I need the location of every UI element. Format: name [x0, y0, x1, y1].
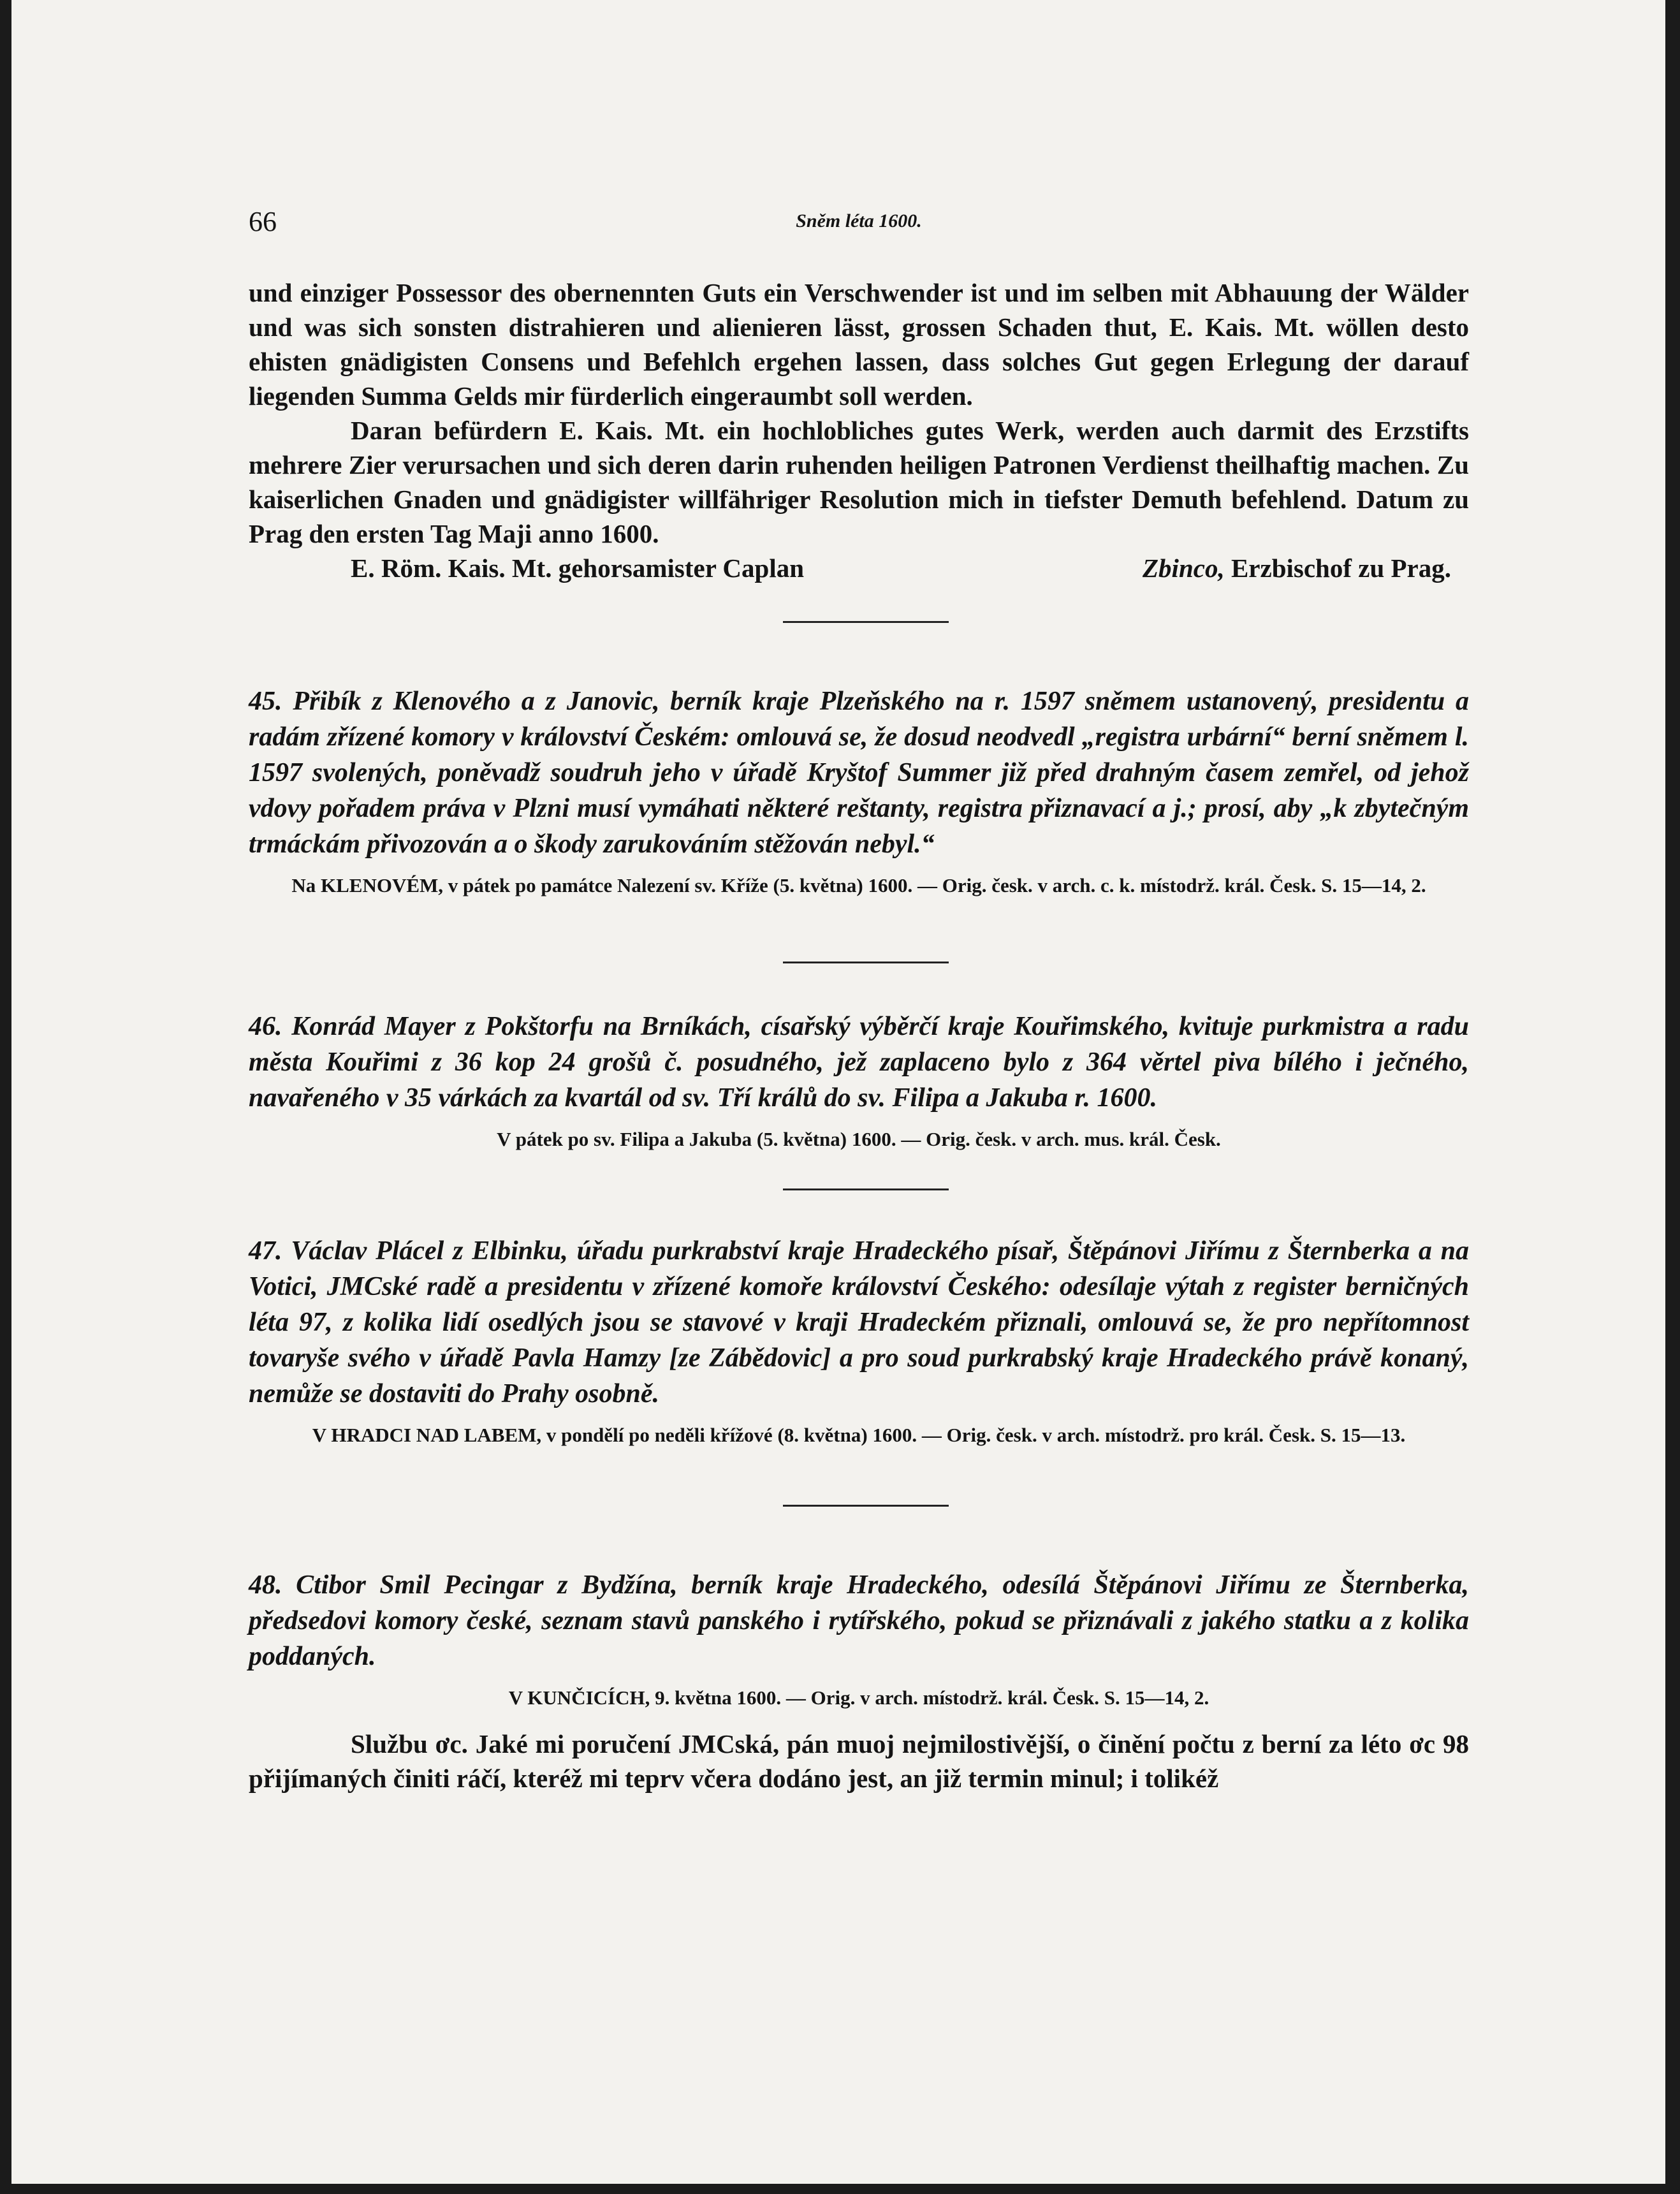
- letter-continuation: [249, 275, 1469, 585]
- entry-48: [249, 1567, 1469, 1795]
- entry-source: V KUNČICÍCH, 9. května 1600. — Orig. v arch. místodrž. král. Česk. S. 15—14, 2.: [508, 1686, 1209, 1709]
- letter-paragraph: und einziger Possessor des obernennten Guts ein Verschwender ist und im selben mit Abhauung der Wälder und was sich sonsten distrahieren und alienieren lässt, grossen Schaden thut, E. Kais. Mt. wöllen desto ehisten gnädigisten Consens und Befehlch ergehen lassen, dass solches Gut gegen Erlegung der darauf liegenden Summa Gelds mir fürderlich eingeraumbt soll werden.: [249, 278, 1469, 411]
- section-divider: [783, 1505, 949, 1507]
- signature-name: Zbinco,: [1143, 553, 1225, 583]
- entry-source: Na KLENOVÉM, v pátek po památce Nalezení sv. Kříže (5. května) 1600. — Orig. česk. v arch. c. k. místodrž. král. Česk. S. 15—14, 2.: [291, 874, 1426, 896]
- running-title: Sněm léta 1600.: [796, 210, 922, 231]
- page-number: 66: [249, 206, 277, 237]
- entry-summary: Ctibor Smil Pecingar z Bydžína, berník kraje Hradeckého, odesílá Štěpánovi Jiřímu ze Šternberka, předsedovi komory české, seznam stavů panského i rytířského, pokud se přiznávali z jakého statku a z kolika poddaných.: [249, 1570, 1470, 1671]
- entry-summary: Václav Plácel z Elbinku, úřadu purkrabství kraje Hradeckého písař, Štěpánovi Jiřímu z Šternberka a na Votici, JMCské radě a presidentu v zřízené komoře království Českého: odesílaje výtah z register berničných léta 97, z kolika lidí osedlých jsou se stavové v kraji Hradeckém přiznali, omlouvá se, že pro nepřítomnost tovaryše svého v úřadě Pavla Hamzy [ze Zábědovic] a pro soud purkrabský kraje Hradeckého právě konaný, nemůže se dostaviti do Prahy osobně.: [249, 1236, 1470, 1408]
- signature-title: Erzbischof zu Prag.: [1224, 553, 1451, 583]
- document-page: [11, 0, 1665, 2184]
- entry-number: 48.: [249, 1570, 282, 1600]
- section-divider: [783, 962, 949, 963]
- entry-regest: [249, 1009, 1469, 1116]
- running-header: [249, 205, 1469, 244]
- signature-right: [1143, 551, 1451, 585]
- entry-source: V pátek po sv. Filipa a Jakuba (5. května) 1600. — Orig. česk. v arch. mus. král. Česk.: [497, 1128, 1221, 1150]
- entry-number: 47.: [249, 1236, 282, 1266]
- section-divider: [783, 1188, 949, 1190]
- entry-source: V HRADCI NAD LABEM, v pondělí po neděli křížové (8. května) 1600. — Orig. česk. v arch. místodrž. pro král. Česk. S. 15—13.: [312, 1424, 1406, 1446]
- entry-47: [249, 1233, 1469, 1450]
- entry-regest: [249, 1233, 1469, 1412]
- entry-regest: [249, 1567, 1469, 1674]
- section-divider: [783, 621, 949, 623]
- signature-left: E. Röm. Kais. Mt. gehorsamister Caplan: [351, 553, 805, 583]
- entry-45: [249, 684, 1469, 900]
- entry-regest: [249, 684, 1469, 862]
- letter-start: Službu ơc. Jaké mi poručení JMCská, pán muoj nejmilostivější, o činění počtu z berní za léto ơc 98 přijímaných činiti ráčí, kteréž mi teprv včera dodáno jest, an již termin minul; i tolikéž: [249, 1729, 1469, 1793]
- letter-signature: [249, 551, 1469, 585]
- entry-number: 46.: [249, 1012, 282, 1041]
- entry-46: [249, 1009, 1469, 1154]
- entry-summary: Konrád Mayer z Pokštorfu na Brníkách, císařský výběrčí kraje Kouřimského, kvituje purkmistra a radu města Kouřimi z 36 kop 24 grošů č. posudného, jež zaplaceno bylo z 364 věrtel piva bílého i ječného, navařeného v 35 várkách za kvartál od sv. Tří králů do sv. Filipa a Jakuba r. 1600.: [249, 1012, 1470, 1113]
- letter-paragraph: Daran befürdern E. Kais. Mt. ein hochlobliches gutes Werk, werden auch darmit des Erzstifts mehrere Zier verursachen und sich deren darin ruhenden heiligen Patronen Verdienst theilhaftig machen. Zu kaiserlichen Gnaden und gnädigister willfähriger Resolution mich in tiefster Demuth befehlend. Datum zu Prag den ersten Tag Maji anno 1600.: [249, 416, 1469, 548]
- entry-number: 45.: [249, 687, 282, 716]
- entry-summary: Přibík z Klenového a z Janovic, berník kraje Plzeňského na r. 1597 sněmem ustanovený, presidentu a radám zřízené komory v království Českém: omlouvá se, že dosud neodvedl „registra urbární“ berní sněmem l. 1597 svolených, poněvadž soudruh jeho v úřadě Kryštof Summer již před drahným časem zemřel, od jehož vdovy pořadem práva v Plzni musí vymáhati některé reštanty, registra přiznavací a j.; prosí, aby „k zbytečným trmáckám přivozován a o škody zarukováním stěžován nebyl.“: [249, 687, 1469, 859]
